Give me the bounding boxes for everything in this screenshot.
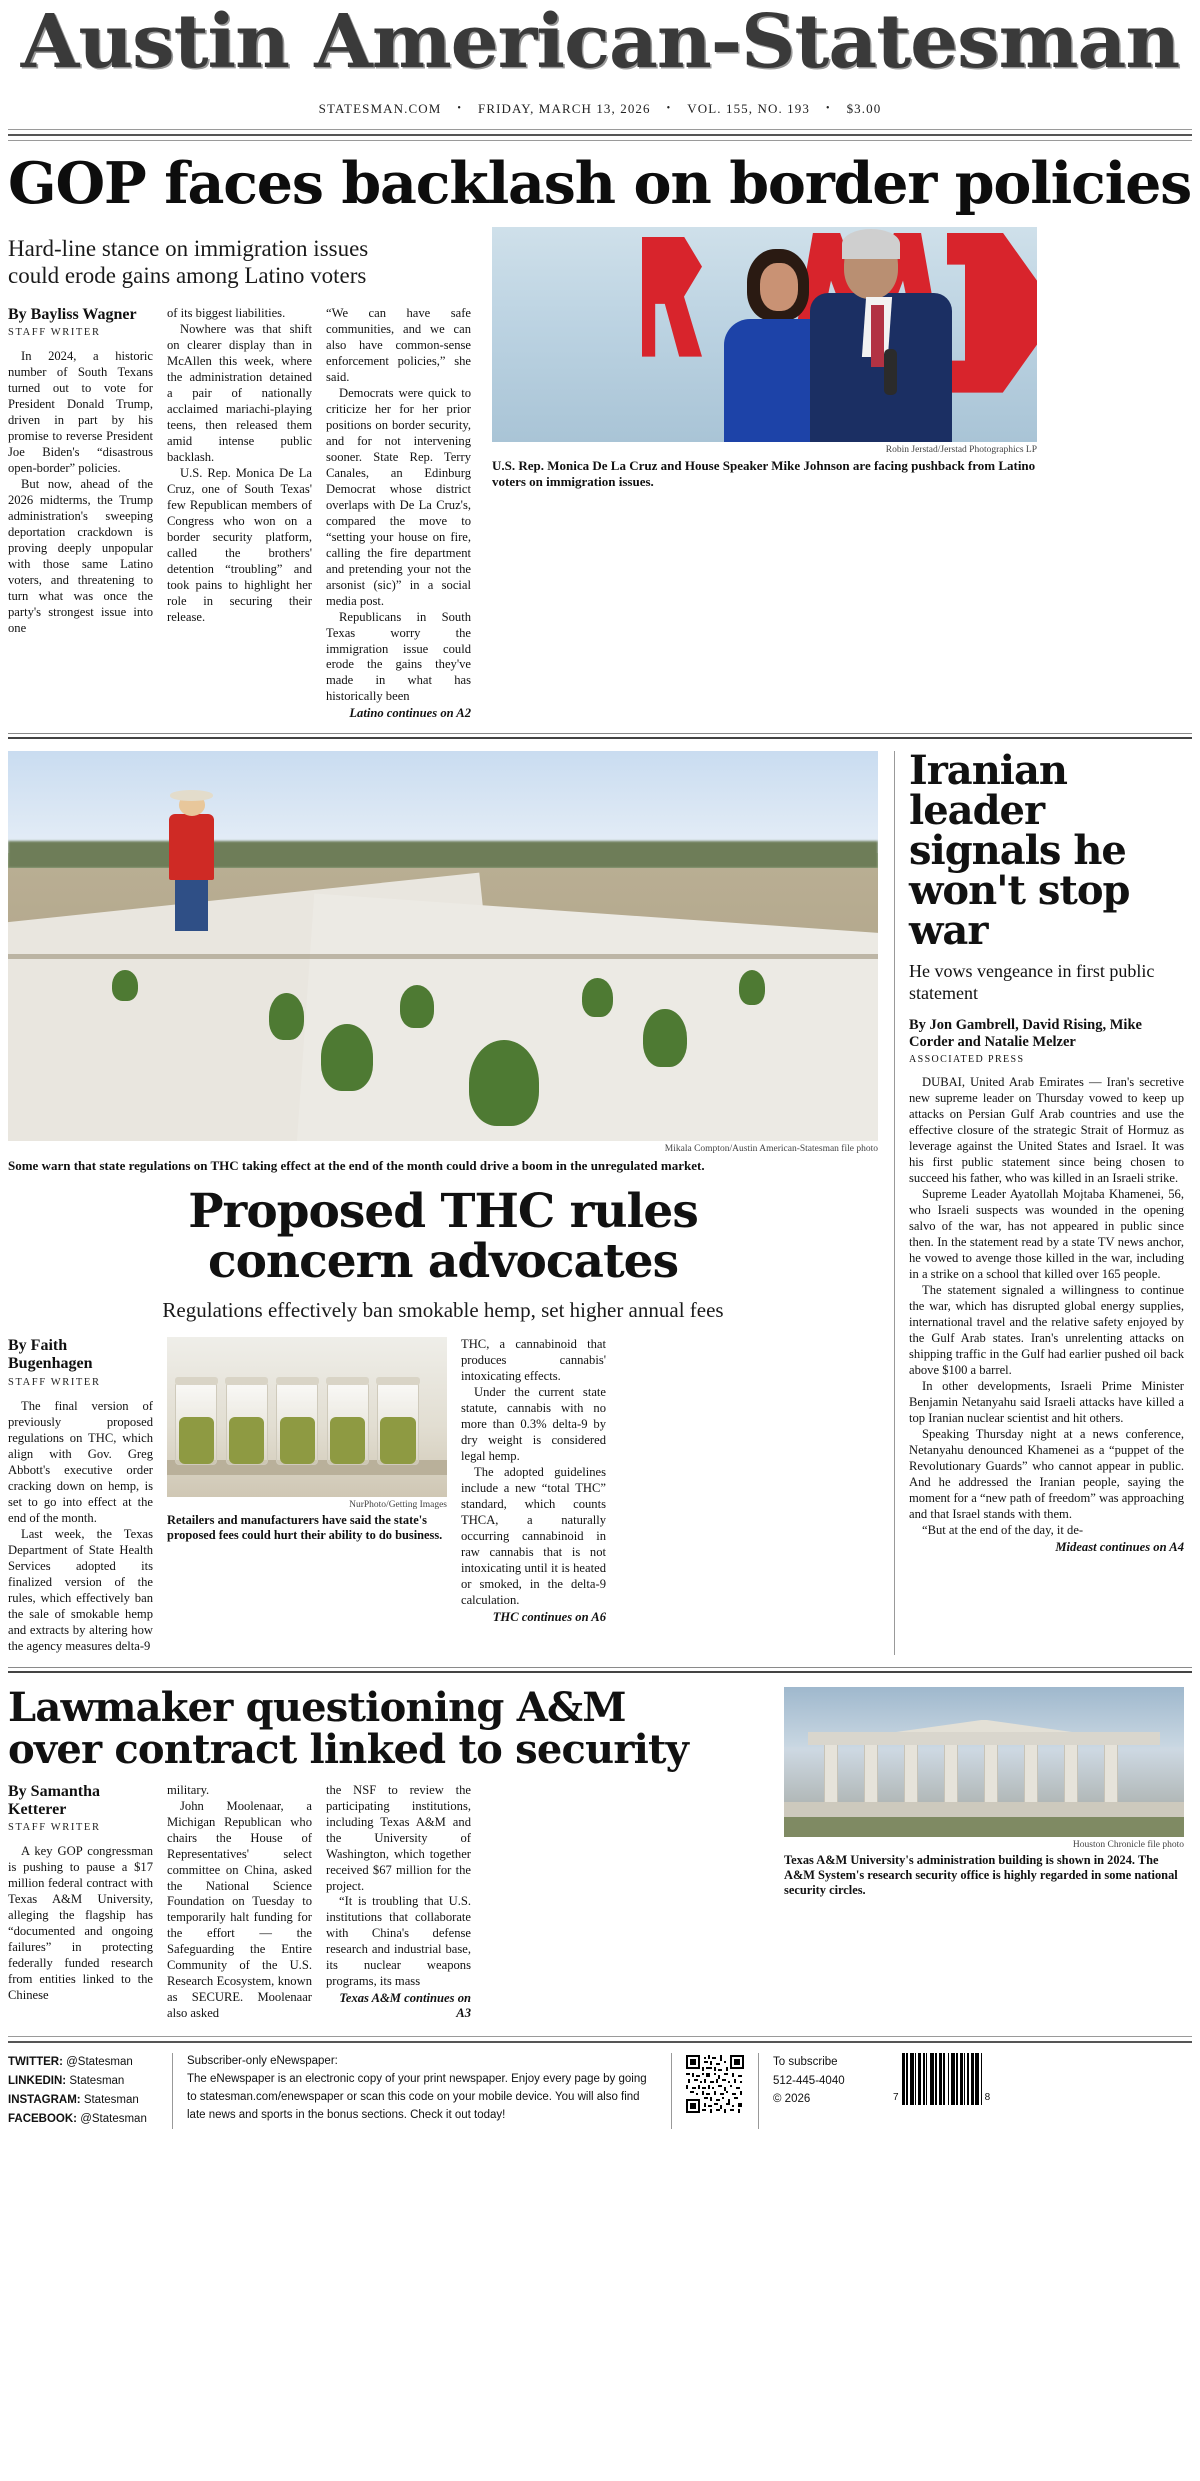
facebook-handle: @Statesman [77,2113,147,2126]
paragraph: “We can have safe communities, and we can also have common-sense enforcement policies,” she said. [326,305,471,384]
iran-source: ASSOCIATED PRESS [909,1054,1025,1066]
subscribe-block [773,2053,893,2108]
paragraph: John Moolenaar, a Michigan Republican who chairs the House of Representatives' select committee on China, asked the National Science Foundation on Tuesday to temporarily halt funding for the effort — the Safeguarding the Entire Community of the U.S. Research Ecosystem, known as SECURE. Moolenaar also asked [167,1798,312,2021]
instagram-handle: Statesman [80,2094,139,2107]
thc-column-3 [461,1337,606,1655]
bullet-icon: • [457,103,462,115]
lead-photo-caption: U.S. Rep. Monica De La Cruz and House Speaker Mike Johnson are facing pushback from Latino voters on immigration issues. [492,457,1036,489]
cannabis-jars-photo [167,1337,447,1497]
paragraph: THC, a cannabinoid that produces cannabis' intoxicating effects. [461,1337,606,1384]
social-handles [8,2053,158,2129]
paragraph: DUBAI, United Arab Emirates — Iran's secretive new supreme leader on Thursday vowed to keep up attacks on Persian Gulf Arab countries and use the effective closure of the strategic Strait of Hormuz as leverage against the United States and Israel. It was his first public statement since being chosen to succeed his father, who was killed in an Israeli strike. [909,1075,1184,1186]
iran-deck: He vows vengeance in first public statement [909,961,1155,1004]
section-rule [8,733,1192,734]
lead-column-2 [167,306,312,722]
twitter-label: TWITTER: [8,2056,63,2069]
paragraph: Democrats were quick to criticize her for her prior positions on border security, and for not intervening sooner. State Rep. Terry Canales, an Edinburg Democrat whose district overlaps with De La Cruz's, compared the move to “setting your house on fire, calling the fire department and pretending your not the arsonist (sic)” in a social media post. [326,385,471,608]
lead-column-3 [326,306,471,722]
paragraph: Supreme Leader Ayatollah Mojtaba Khamenei, 56, who Israeli suspects was wounded in the opening salvo of the war, has not appeared in public since then. In the statement read by a state TV news anchor, he vowed to avenge those killed in the war, including in a strike on a school that killed over 165 people. [909,1187,1184,1282]
paragraph: Nowhere was that shift on clearer display than in McAllen this week, where the administration detained a pair of nationally acclaimed mariachi-playing teens, then released them amid intense public backlash. [167,321,312,464]
paragraph: A key GOP congressman is pushing to pause a $17 million federal contract with Texas A&M University, alleging the flagship has “documented and ongoing failures” in protecting federally funded research from entities linked to the Chinese [8,1844,153,2003]
paragraph: “It is troubling that U.S. institutions that collaborate with China's defense research and industrial base, its nuclear weapons programs, its mass [326,1894,471,1989]
paragraph: military. [167,1782,210,1797]
social-linkedin[interactable] [8,2072,158,2091]
lead-byline-title: STAFF WRITER [8,327,101,339]
am-headline-line2: over contract linked to security [8,1725,689,1773]
thc-column-1 [8,1337,153,1655]
barcode-bars [902,2053,982,2105]
thc-deck: Regulations effectively ban smokable hemp, set higher annual fees [162,1298,724,1323]
masthead-volume: VOL. 155, NO. 193 [687,100,810,116]
lead-byline: By Bayliss Wagner [8,305,137,323]
dateline [8,101,1192,117]
copyright: © 2026 [773,2093,811,2106]
lead-photo-block [492,227,1037,722]
am-byline: By Samantha Ketterer [8,1782,101,1818]
section-rule [8,1667,1192,1668]
lead-deck-line2: could erode gains among Latino voters [8,263,367,289]
thc-headline-line2: concern advocates [207,1233,679,1289]
hemp-photo-credit: Mikala Compton/Austin American-Statesman file photo [664,1144,878,1155]
paragraph: Republicans in South Texas worry the immigration issue could erode the gains they've made in what has historically been [326,609,471,704]
section-two [8,747,1192,1654]
instagram-label: INSTAGRAM: [8,2094,81,2107]
jars-photo-credit: NurPhoto/Getting Images [349,1500,447,1511]
paragraph: The final version of previously proposed regulations on THC, which align with Gov. Greg Abbott's executive order cracking down on hemp, is set to go into effect at the end of the month. [8,1398,153,1525]
paragraph: U.S. Rep. Monica De La Cruz, one of South Texas' few Republican members of Congress who won on a border security platform, called the brothers' detention “troubling” and took pains to highlight her role in securing their release. [167,465,312,624]
am-column-2 [167,1783,312,2023]
qr-code-icon[interactable] [686,2055,744,2113]
section-rule [8,1671,1192,1673]
twitter-handle: @Statesman [62,2056,133,2069]
social-facebook[interactable] [8,2110,158,2129]
thc-byline: By Faith Bugenhagen [8,1337,93,1373]
masthead-website[interactable]: STATESMAN.COM [318,100,442,116]
am-column-3 [326,1783,471,2023]
jars-photo-caption: Retailers and manufacturers have said the state's proposed fees could hurt their ability to do business. [167,1513,443,1543]
iran-jumpline[interactable]: Mideast continues on A4 [1055,1539,1184,1554]
hemp-photo-caption: Some warn that state regulations on THC taking effect at the end of the month could drive a boom in the unregulated market. [8,1157,705,1173]
am-photo-caption: Texas A&M University's administration building is shown in 2024. The A&M System's research security office is highly regarded in some national security circles. [784,1852,1178,1897]
footer-bar [8,2053,1192,2129]
paragraph: the NSF to review the participating institutions, including Texas A&M and the University of Washington, which together received $67 million for the project. [326,1782,471,1893]
linkedin-handle: Statesman [66,2075,125,2088]
lead-column-1 [8,306,153,722]
thc-inset-photo-block [167,1337,447,1655]
footer-rules [8,2036,1192,2043]
barcode [893,2053,990,2105]
iran-headline[interactable]: Iranian leader signals he won't stop war [909,747,1130,955]
enews-title: Subscriber-only eNewspaper: [187,2055,338,2068]
am-column-1 [8,1783,153,2023]
thc-headline-line1: Proposed THC rules [188,1184,698,1240]
masthead [8,0,1192,117]
subscribe-phone[interactable]: 512-445-4040 [773,2074,845,2087]
bullet-icon: • [825,103,831,115]
masthead-date: FRIDAY, MARCH 13, 2026 [477,100,651,116]
enewspaper-promo [187,2053,657,2124]
lead-jumpline[interactable]: Latino continues on A2 [349,706,471,721]
am-jumpline[interactable]: Texas A&M continues on A3 [339,1991,471,2021]
am-headline[interactable] [8,1683,768,1773]
iran-byline: By Jon Gambrell, David Rising, Mike Corder and Natalie Melzer [909,1016,1142,1051]
am-story [8,1683,1192,2023]
iran-story [894,747,1184,1654]
social-twitter[interactable] [8,2053,158,2072]
lead-photo [492,227,1037,442]
am-photo-credit: Houston Chronicle file photo [1072,1839,1184,1850]
am-building-photo [784,1687,1184,1837]
hemp-field-photo [8,751,878,1141]
am-headline-line1: Lawmaker questioning A&M [8,1683,626,1731]
am-photo-block [784,1687,1184,2023]
divider [172,2053,173,2129]
divider [758,2053,759,2129]
paragraph: Speaking Thursday night at a news conference, Netanyahu denounced Khamenei as a “puppet of the Revolutionary Guards” who cannot appear in public. And he addressed the Iranian people, saying the moment for a “new path of freedom” was approaching and that Israel stands with them. [909,1427,1184,1521]
bullet-icon: • [666,103,672,115]
subscribe-label: To subscribe [773,2056,838,2069]
paragraph: In other developments, Israeli Prime Minister Benjamin Netanyahu said Israeli attacks have killed a top Iranian nuclear scientist and hit others. [909,1379,1184,1426]
lead-headline[interactable]: GOP faces backlash on border policies [8,149,1192,217]
iran-body [909,1075,1184,1555]
paragraph: But now, ahead of the 2026 midterms, the Trump administration's sweeping deportation crackdown is proving deeply unpopular with those same Latino voters, and threatening to turn what was once the party's strongest issue into one [8,477,153,635]
masthead-price: $3.00 [846,100,882,116]
paragraph: Under the current state statute, cannabis with no more than 0.3% delta-9 by dry weight is considered legal hemp. [461,1385,606,1463]
section-rule [8,737,1192,739]
lead-deck-line1: Hard-line stance on immigration issues [8,235,369,261]
lead-photo-credit: Robin Jerstad/Jerstad Photographics LP [885,444,1037,455]
thc-byline-title: STAFF WRITER [8,1376,101,1388]
divider [671,2053,672,2129]
paragraph: of its biggest liabilities. [167,305,286,320]
masthead-rules [8,129,1192,141]
am-byline-title: STAFF WRITER [8,1822,101,1834]
barcode-right-digit: 8 [984,2092,991,2104]
facebook-label: FACEBOOK: [8,2113,77,2126]
lead-story [8,149,1192,722]
barcode-left-digit: 7 [893,2092,899,2104]
enews-body: The eNewspaper is an electronic copy of your print newspaper. Enjoy every page by going to statesman.com/enewspaper or scan this code on your mobile device. You will also find late news and sports in the bonus sections. Check it out today! [187,2073,647,2121]
rule [8,140,1192,141]
lead-deck [8,235,478,290]
paragraph: The statement signaled a willingness to continue the war, which has disrupted global energy supplies, international travel and the relative safety enjoyed by the Gulf Arab states. Iran's unrelenting attacks on shipping traffic in the Gulf had earlier pushed oil back above $100 a barrel. [909,1283,1184,1378]
thc-jumpline[interactable]: THC continues on A6 [492,1609,606,1624]
rule [8,2041,1192,2043]
paragraph: The adopted guidelines include a new “total THC” standard, which counts THCA, a naturally occurring cannabinoid in raw cannabis that is not intoxicating until it is heated or smoked, in the delta-9 calculation. [461,1464,606,1607]
thc-headline[interactable] [8,1184,878,1289]
newspaper-title: Austin American-Statesman [20,0,1180,85]
paragraph: Last week, the Texas Department of State Health Services adopted its finalized version of the rules, which effectively ban the sale of smokable hemp and extracts by altering how the agency measures delta-9 [8,1526,153,1653]
social-instagram[interactable] [8,2091,158,2110]
paragraph: In 2024, a historic number of South Texans turned out to vote for President Donald Trump, driven in part by his promise to reverse President Joe Biden's “disastrous open-border” policies. [8,349,153,476]
linkedin-label: LINKEDIN: [8,2075,67,2088]
paragraph: “But at the end of the day, it de- [922,1522,1084,1537]
thc-story [8,751,878,1654]
